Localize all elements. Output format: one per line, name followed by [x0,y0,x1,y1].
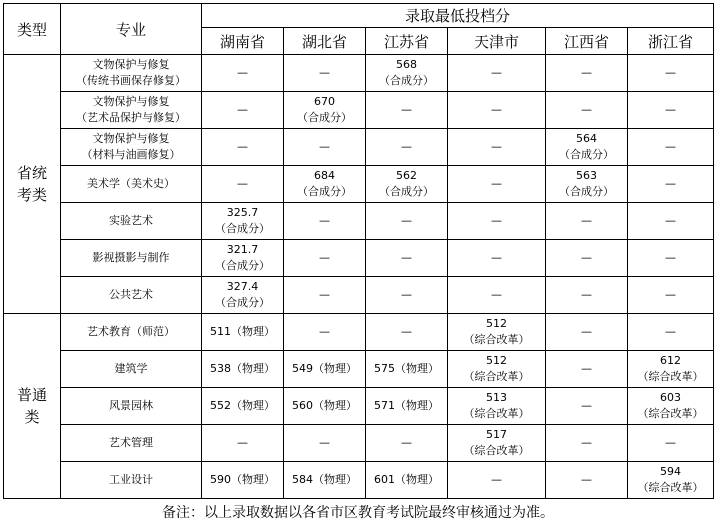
score-cell [448,351,546,388]
table-row [4,351,714,388]
score-cell [546,314,628,351]
major-cell [61,203,202,240]
cell-text-line: — [491,251,502,264]
score-cell [202,129,284,166]
major-cell [61,92,202,129]
cell-text-line: — [401,103,412,116]
score-cell [284,55,366,92]
score-cell [366,55,448,92]
score-cell [202,166,284,203]
score-cell [546,92,628,129]
score-cell [628,462,714,499]
major-cell [61,462,202,499]
cell-text-line: — [491,288,502,301]
cell-text-line: 风景园林 [109,399,153,412]
cell-text-line: — [491,473,502,486]
cell-text-line: — [401,288,412,301]
score-cell [546,203,628,240]
cell-text-line: 文物保护与修复 [92,58,170,71]
header-province: 江苏省 [366,28,448,55]
cell-text-line: — [581,399,592,412]
category-cell [4,55,61,314]
score-cell [202,277,284,314]
score-cell [628,314,714,351]
header-province: 湖南省 [202,28,284,55]
score-cell [628,388,714,425]
header-type: 类型 [4,4,61,55]
cell-text-line: 571（物理） [374,399,439,412]
cell-text-line: — [665,103,676,116]
cell-text-line: 563 [576,169,597,182]
cell-text-line: 538（物理） [210,362,275,375]
cell-text-line: 612 [660,354,681,367]
category-cell [4,314,61,499]
score-cell [366,462,448,499]
score-cell [628,277,714,314]
cell-text-line: — [581,214,592,227]
cell-text-line: — [665,214,676,227]
cell-text-line: 601（物理） [374,473,439,486]
score-cell [366,277,448,314]
cell-text-line: 艺术管理 [109,436,153,449]
score-cell [546,240,628,277]
score-cell [202,55,284,92]
cell-text-line: — [581,473,592,486]
cell-text-line: （综合改革） [463,333,530,346]
score-cell [366,240,448,277]
header-province: 天津市 [448,28,546,55]
score-cell [202,240,284,277]
score-cell [628,425,714,462]
cell-text-line: （材料与油画修复） [81,148,181,161]
cell-text-line: 511（物理） [210,325,275,338]
score-cell [448,55,546,92]
cell-text-line: — [237,140,248,153]
cell-text-line: （传统书画保存修复） [76,74,186,87]
cell-text-line: — [319,325,330,338]
score-cell [284,166,366,203]
cell-text-line: 实验艺术 [109,214,153,227]
header-min-scores: 录取最低投档分 [202,4,714,28]
score-cell [448,240,546,277]
score-cell [546,129,628,166]
cell-text-line: 321.7 [226,243,259,256]
major-cell [61,166,202,203]
score-cell [366,203,448,240]
score-cell [448,388,546,425]
score-cell [284,351,366,388]
score-cell [202,203,284,240]
score-cell [628,240,714,277]
cell-text-line: （综合改革） [637,481,704,494]
score-cell [628,55,714,92]
cell-text-line: — [401,214,412,227]
cell-text-line: 省统 [16,164,47,182]
cell-text-line: — [491,140,502,153]
cell-text-line: （综合改革） [637,370,704,383]
cell-text-line: 684 [314,169,335,182]
score-cell [284,462,366,499]
cell-text-line: 568 [396,58,417,71]
score-cell [366,129,448,166]
score-cell [628,166,714,203]
score-cell [284,277,366,314]
cell-text-line: 建筑学 [114,362,148,375]
score-cell [628,129,714,166]
score-cell [546,425,628,462]
cell-text-line: — [665,251,676,264]
score-cell [284,129,366,166]
cell-text-line: （综合改革） [463,370,530,383]
cell-text-line: （合成分） [379,185,434,198]
score-cell [284,314,366,351]
score-cell [628,203,714,240]
cell-text-line: — [319,140,330,153]
score-cell [202,92,284,129]
cell-text-line: 考类 [16,186,47,204]
cell-text-line: — [237,436,248,449]
score-cell [284,240,366,277]
score-cell [366,351,448,388]
major-cell [61,55,202,92]
score-cell [202,314,284,351]
cell-text-line: — [581,436,592,449]
cell-text-line: 美术学（美术史） [87,177,175,190]
cell-text-line: （合成分） [297,111,352,124]
cell-text-line: 549（物理） [292,362,357,375]
cell-text-line: 艺术教育（师范） [87,325,175,338]
score-cell [284,388,366,425]
score-cell [202,425,284,462]
score-cell [366,166,448,203]
cell-text-line: （合成分） [559,148,614,161]
cell-text-line: — [581,103,592,116]
cell-text-line: （综合改革） [463,407,530,420]
table-row [4,55,714,92]
cell-text-line: 512 [486,354,507,367]
major-cell [61,277,202,314]
table-row [4,92,714,129]
cell-text-line: — [237,103,248,116]
table-row [4,240,714,277]
score-cell [546,166,628,203]
major-cell [61,240,202,277]
cell-text-line: — [319,66,330,79]
cell-text-line: 562 [396,169,417,182]
cell-text-line: 文物保护与修复 [92,132,170,145]
major-cell [61,129,202,166]
score-cell [628,351,714,388]
cell-text-line: — [665,177,676,190]
table-row [4,462,714,499]
cell-text-line: — [401,251,412,264]
cell-text-line: （合成分） [559,185,614,198]
score-cell [284,425,366,462]
cell-text-line: — [237,66,248,79]
cell-text-line: — [581,288,592,301]
cell-text-line: — [581,325,592,338]
score-cell [546,277,628,314]
cell-text-line: — [491,103,502,116]
cell-text-line: （合成分） [215,222,270,235]
score-cell [546,388,628,425]
cell-text-line: 594 [660,465,681,478]
cell-text-line: 670 [314,95,335,108]
cell-text-line: 类 [24,408,40,426]
cell-text-line: 552（物理） [210,399,275,412]
score-cell [546,351,628,388]
header-province: 浙江省 [628,28,714,55]
cell-text-line: （综合改革） [463,444,530,457]
cell-text-line: 584（物理） [292,473,357,486]
cell-text-line: — [319,251,330,264]
score-cell [202,462,284,499]
cell-text-line: 517 [486,428,507,441]
cell-text-line: 603 [660,391,681,404]
score-cell [366,388,448,425]
cell-text-line: — [491,177,502,190]
cell-text-line: 575（物理） [374,362,439,375]
table-row [4,277,714,314]
cell-text-line: — [665,325,676,338]
cell-text-line: — [237,177,248,190]
cell-text-line: — [665,66,676,79]
cell-text-line: （合成分） [297,185,352,198]
score-cell [448,425,546,462]
score-cell [448,277,546,314]
table-row [4,166,714,203]
score-cell [366,92,448,129]
score-cell [546,462,628,499]
cell-text-line: （合成分） [215,296,270,309]
cell-text-line: 560（物理） [292,399,357,412]
table-row [4,314,714,351]
cell-text-line: 工业设计 [109,473,153,486]
cell-text-line: — [319,214,330,227]
score-cell [366,314,448,351]
table-row [4,129,714,166]
score-cell [284,203,366,240]
major-cell [61,425,202,462]
cell-text-line: （艺术品保护与修复） [76,111,186,124]
header-province: 江西省 [546,28,628,55]
cell-text-line: — [401,436,412,449]
score-cell [448,92,546,129]
cell-text-line: — [581,66,592,79]
cell-text-line: 普通 [16,386,47,404]
cell-text-line: — [491,66,502,79]
score-cell [546,55,628,92]
cell-text-line: 327.4 [226,280,259,293]
cell-text-line: — [319,436,330,449]
score-cell [448,203,546,240]
cell-text-line: 影视摄影与制作 [92,251,170,264]
table-row [4,425,714,462]
cell-text-line: （合成分） [215,259,270,272]
cell-text-line: 325.7 [226,206,259,219]
cell-text-line: 512 [486,317,507,330]
major-cell [61,351,202,388]
major-cell [61,314,202,351]
cell-text-line: — [581,362,592,375]
cell-text-line: 564 [576,132,597,145]
cell-text-line: 590（物理） [210,473,275,486]
cell-text-line: — [401,140,412,153]
table-row [4,388,714,425]
admission-score-table [3,3,714,499]
header-major: 专业 [61,4,202,55]
major-cell [61,388,202,425]
cell-text-line: — [665,140,676,153]
cell-text-line: — [491,214,502,227]
cell-text-line: 文物保护与修复 [92,95,170,108]
table-row [4,203,714,240]
footnote: 备注：以上录取数据以各省市区教育考试院最终审核通过为准。 [162,505,554,521]
score-cell [202,388,284,425]
cell-text-line: — [665,436,676,449]
score-cell [448,462,546,499]
score-cell [284,92,366,129]
score-cell [448,129,546,166]
cell-text-line: 公共艺术 [109,288,153,301]
cell-text-line: — [319,288,330,301]
score-cell [448,166,546,203]
cell-text-line: （综合改革） [637,407,704,420]
score-cell [366,425,448,462]
cell-text-line: （合成分） [379,74,434,87]
cell-text-line: — [665,288,676,301]
cell-text-line: — [581,251,592,264]
score-cell [628,92,714,129]
cell-text-line: 513 [486,391,507,404]
cell-text-line: — [401,325,412,338]
score-cell [448,314,546,351]
score-cell [202,351,284,388]
header-province: 湖北省 [284,28,366,55]
